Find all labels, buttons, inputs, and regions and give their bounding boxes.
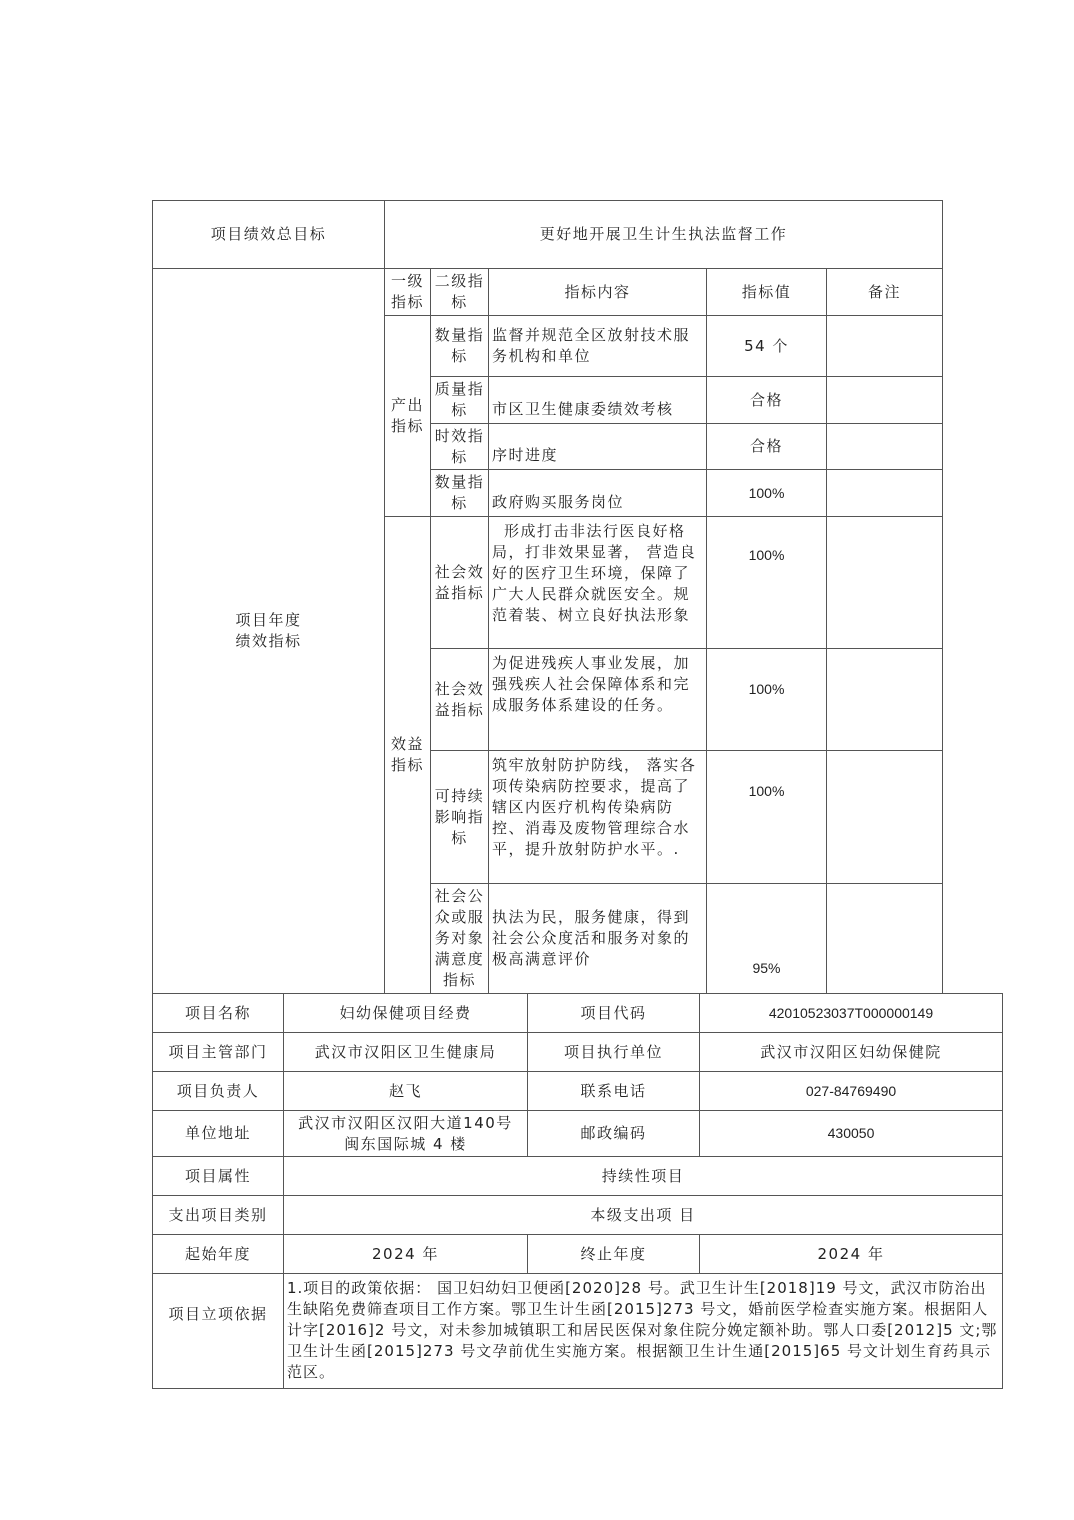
remark-cell	[827, 751, 943, 884]
header-level1: 一级指标	[385, 269, 431, 316]
start-year-label: 起始年度	[153, 1235, 284, 1274]
header-value: 指标值	[707, 269, 827, 316]
owner-label: 项目负责人	[153, 1072, 284, 1111]
value-cell: 合格	[707, 377, 827, 424]
level2-cell: 数量指标	[431, 470, 489, 517]
level1-output: 产出指标	[385, 316, 431, 517]
content-cell: 政府购买服务岗位	[489, 470, 707, 517]
project-name: 妇幼保健项目经费	[284, 994, 528, 1033]
content-cell: 监督并规范全区放射技术服务机构和单位	[489, 316, 707, 377]
attr-label: 项目属性	[153, 1157, 284, 1196]
exec-unit: 武汉市汉阳区妇幼保健院	[700, 1033, 1003, 1072]
remark-cell	[827, 884, 943, 994]
content-cell: 形成打击非法行医良好格局，打非效果显著， 营造良 好的医疗卫生环境，保障了 广大人民群众就医安全。规 范着装、树立良好执法形象	[489, 517, 707, 649]
address-label: 单位地址	[153, 1111, 284, 1157]
remark-cell	[827, 424, 943, 470]
remark-cell	[827, 470, 943, 517]
dept: 武汉市汉阳区卫生健康局	[284, 1033, 528, 1072]
value-cell: 100%	[707, 649, 827, 751]
level2-cell: 可持续影响指标	[431, 751, 489, 884]
level2-cell: 时效指标	[431, 424, 489, 470]
value-cell: 100%	[707, 517, 827, 649]
zip: 430050	[700, 1111, 1003, 1157]
performance-indicator-table	[152, 200, 943, 994]
level1-benefit: 效益指标	[385, 517, 431, 994]
owner: 赵飞	[284, 1072, 528, 1111]
content-cell: 筑牢放射防护防线， 落实各 项传染病防控要求，提高了 辖区内医疗机构传染病防 控、消毒及废物管理综合水 平，提升放射防护水平。.	[489, 751, 707, 884]
category: 本级支出项 目	[284, 1196, 1003, 1235]
remark-cell	[827, 517, 943, 649]
phone-label: 联系电话	[528, 1072, 700, 1111]
level2-cell: 质量指标	[431, 377, 489, 424]
basis-text: 1.项目的政策依据： 国卫妇幼妇卫便函[2020]28 号。武卫生计生[2018]19 号文，武汉市防治出生缺陷免费筛查项目工作方案。鄂卫生计生函[2015]273 号文，婚前医学检查实施方案。根据阳人计字[2016]2 号文，对未参加城镇职工和居民医保对象住院分娩定额补助。鄂人口委[2012]5 文;鄂卫生计生函[2015]273 号文孕前优生实施方案。根据额卫生计生通[2015]65 号文计划生育药具示范区。	[284, 1274, 1003, 1389]
zip-label: 邮政编码	[528, 1111, 700, 1157]
content-cell: 为促进残疾人事业发展，加 强残疾人社会保障体系和完 成服务体系建设的任务。	[489, 649, 707, 751]
value-cell: 合格	[707, 424, 827, 470]
project-code: 42010523037T000000149	[700, 994, 1003, 1033]
level2-cell: 社会效益指标	[431, 649, 489, 751]
project-name-label: 项目名称	[153, 994, 284, 1033]
annual-indicator-label: 项目年度 绩效指标	[153, 269, 385, 994]
attr: 持续性项目	[284, 1157, 1003, 1196]
goal-label: 项目绩效总目标	[153, 201, 385, 269]
content-cell: 序时进度	[489, 424, 707, 470]
value-cell: 54 个	[707, 316, 827, 377]
level2-cell: 社会公众或服务对象满意度指标	[431, 884, 489, 994]
header-level2: 二级指标	[431, 269, 489, 316]
project-info-table	[152, 993, 1003, 1389]
content-cell: 市区卫生健康委绩效考核	[489, 377, 707, 424]
content-cell: 执法为民，服务健康，得到 社会公众度活和服务对象的 极高满意评价	[489, 884, 707, 994]
level2-cell: 社会效益指标	[431, 517, 489, 649]
remark-cell	[827, 649, 943, 751]
value-cell: 100%	[707, 470, 827, 517]
remark-cell	[827, 377, 943, 424]
dept-label: 项目主管部门	[153, 1033, 284, 1072]
basis-label: 项目立项依据	[153, 1274, 284, 1389]
end-year: 2024 年	[700, 1235, 1003, 1274]
address: 武汉市汉阳区汉阳大道140号 闽东国际城 4 楼	[284, 1111, 528, 1157]
value-cell: 100%	[707, 751, 827, 884]
header-remark: 备注	[827, 269, 943, 316]
category-label: 支出项目类别	[153, 1196, 284, 1235]
exec-unit-label: 项目执行单位	[528, 1033, 700, 1072]
value-cell: 95%	[707, 884, 827, 994]
goal-value: 更好地开展卫生计生执法监督工作	[385, 201, 943, 269]
phone: 027-84769490	[700, 1072, 1003, 1111]
project-code-label: 项目代码	[528, 994, 700, 1033]
remark-cell	[827, 316, 943, 377]
start-year: 2024 年	[284, 1235, 528, 1274]
header-content: 指标内容	[489, 269, 707, 316]
level2-cell: 数量指标	[431, 316, 489, 377]
end-year-label: 终止年度	[528, 1235, 700, 1274]
